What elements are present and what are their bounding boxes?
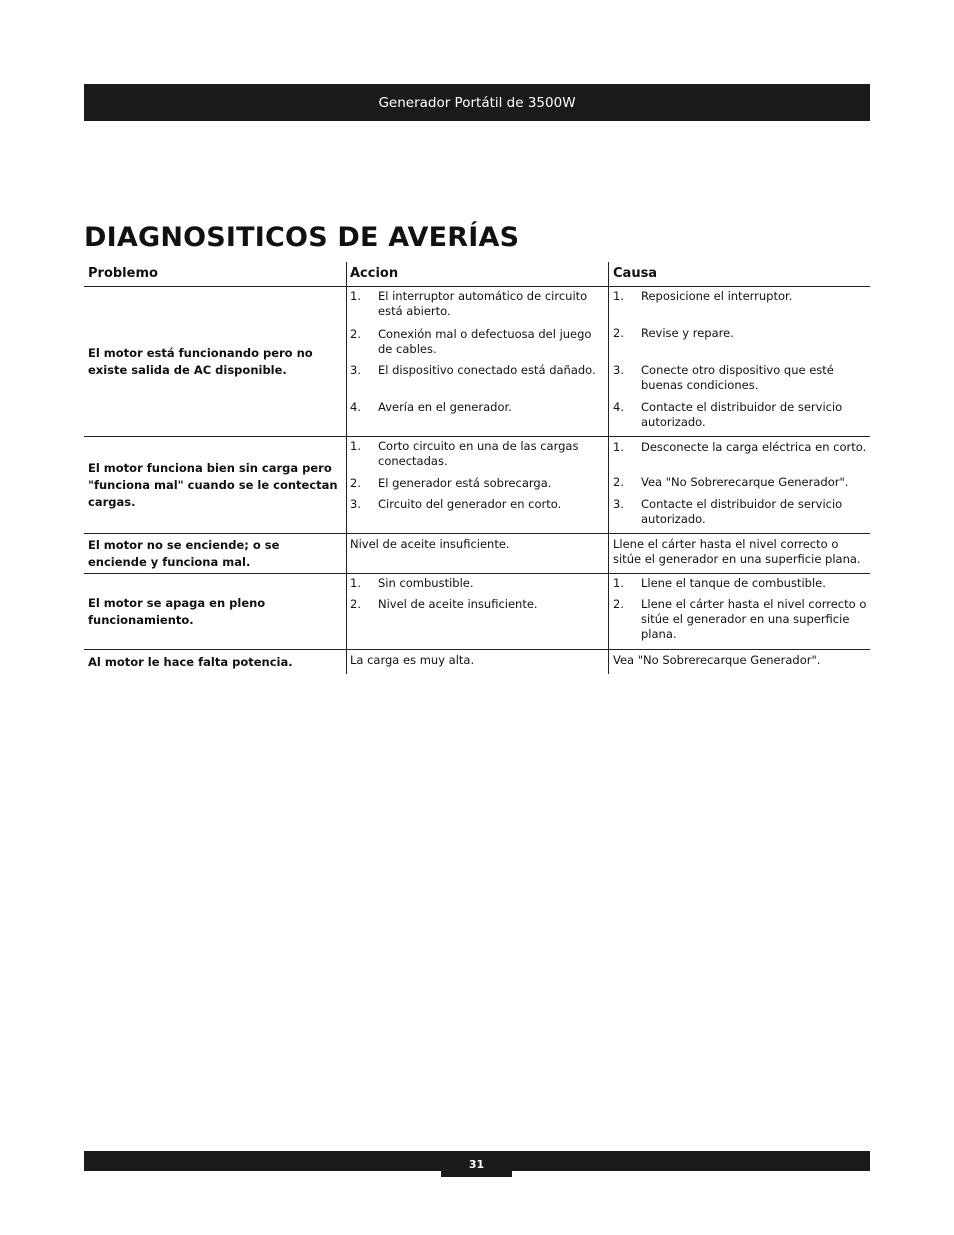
page-title: DIAGNOSITICOS DE AVERÍAS xyxy=(84,222,520,253)
item-number: 1. xyxy=(613,576,624,590)
item-text: Desconecte la carga eléctrica en corto. xyxy=(641,440,867,454)
item-text: Llene el tanque de combustible. xyxy=(641,576,826,590)
action-cell xyxy=(346,437,608,533)
problem-text: El motor no se enciende; o se enciende y funciona mal. xyxy=(88,537,280,569)
item-text: El interruptor automático de circuito está abierto. xyxy=(378,289,588,318)
column-header-problem: Problemo xyxy=(88,266,158,281)
item-number: 1. xyxy=(613,440,624,454)
column-header-cause: Causa xyxy=(608,262,870,286)
item-number: 1. xyxy=(350,439,361,453)
item-number: 2. xyxy=(613,597,624,611)
item-number: 3. xyxy=(350,363,361,377)
action-cell: La carga es muy alta. xyxy=(346,650,608,674)
item-text: El generador está sobrecarga. xyxy=(378,476,552,490)
table-header-row xyxy=(84,262,870,287)
header-bar xyxy=(84,84,870,121)
table-row xyxy=(84,534,870,574)
problem-cell xyxy=(84,437,346,533)
item-text: Reposicione el interruptor. xyxy=(641,289,793,303)
problem-text: Al motor le hace falta potencia. xyxy=(88,654,293,669)
item-number: 3. xyxy=(613,363,624,377)
action-cell: Nivel de aceite insuficiente. xyxy=(346,534,608,573)
cause-cell xyxy=(608,574,870,649)
problem-text: El motor está funcionando pero no existe salida de AC disponible. xyxy=(88,345,313,377)
item-number: 1. xyxy=(350,576,361,590)
item-number: 4. xyxy=(613,400,624,414)
table-row xyxy=(84,437,870,534)
item-text: Llene el cárter hasta el nivel correcto o sitúe el generador en una superficie plana. xyxy=(641,597,867,641)
item-text: Corto circuito en una de las cargas conectadas. xyxy=(378,439,579,468)
page-number-text: 31 xyxy=(468,1157,485,1171)
table-row xyxy=(84,287,870,437)
item-number: 1. xyxy=(613,289,624,303)
item-number: 4. xyxy=(350,400,361,414)
table-row xyxy=(84,650,870,674)
item-number: 3. xyxy=(350,497,361,511)
item-text: Contacte el distribuidor de servicio autorizado. xyxy=(641,497,843,526)
item-number: 2. xyxy=(350,327,361,341)
item-text: Vea "No Sobrerecarque Generador". xyxy=(641,475,849,489)
cause-cell: Llene el cárter hasta el nivel correcto o sitúe el generador en una superficie plana. xyxy=(608,534,870,573)
item-text: Nivel de aceite insuficiente. xyxy=(378,597,538,611)
troubleshooting-table xyxy=(84,262,870,674)
problem-cell xyxy=(84,574,346,649)
problem-cell xyxy=(84,534,346,573)
item-number: 2. xyxy=(613,326,624,340)
item-text: Contacte el distribuidor de servicio autorizado. xyxy=(641,400,843,429)
header-title: Generador Portátil de 3500W xyxy=(378,94,576,111)
table-row xyxy=(84,574,870,650)
problem-text: El motor se apaga en pleno funcionamiento. xyxy=(88,595,266,627)
item-text: Conexión mal o defectuosa del juego de cables. xyxy=(378,327,592,356)
problem-cell xyxy=(84,287,346,436)
column-header-action: Accion xyxy=(346,262,608,286)
problem-text: El motor funciona bien sin carga pero "funciona mal" cuando se le contectan cargas. xyxy=(88,460,338,509)
problem-cell xyxy=(84,650,346,674)
item-number: 2. xyxy=(350,597,361,611)
action-cell xyxy=(346,287,608,436)
item-number: 2. xyxy=(613,475,624,489)
item-text: Sin combustible. xyxy=(378,576,474,590)
cause-cell: Vea "No Sobrerecarque Generador". xyxy=(608,650,870,674)
item-text: Conecte otro dispositivo que esté buenas condiciones. xyxy=(641,363,834,392)
item-number: 1. xyxy=(350,289,361,303)
item-number: 3. xyxy=(613,497,624,511)
item-text: Circuito del generador en corto. xyxy=(378,497,562,511)
item-text: Revise y repare. xyxy=(641,326,734,340)
cause-cell xyxy=(608,287,870,436)
cause-cell xyxy=(608,437,870,533)
item-text: El dispositivo conectado está dañado. xyxy=(378,363,596,377)
item-number: 2. xyxy=(350,476,361,490)
item-text: Avería en el generador. xyxy=(378,400,512,414)
action-cell xyxy=(346,574,608,649)
page-number xyxy=(441,1151,512,1177)
